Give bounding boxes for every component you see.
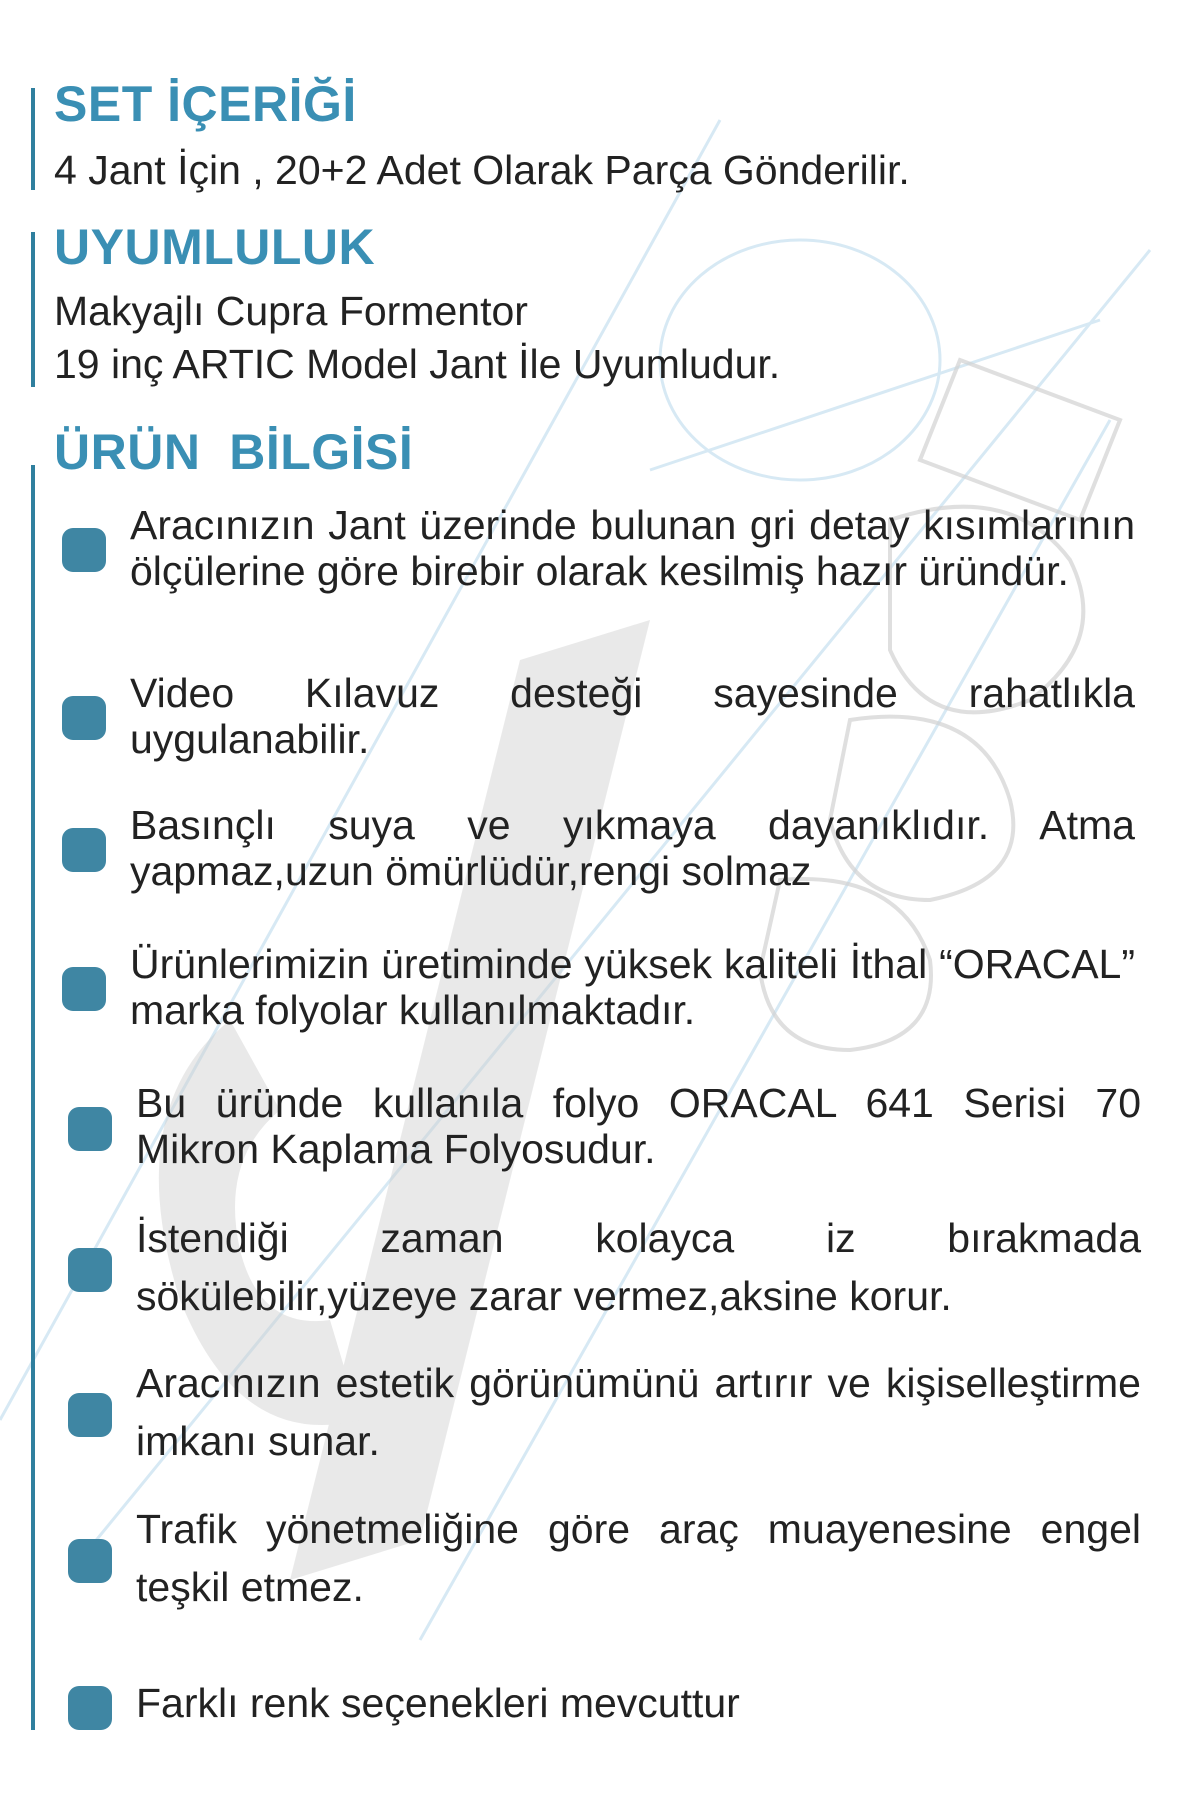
list-item-text: Basınçlı suya ve yıkmaya dayanıklıdır. Atma yapmaz,uzun ömürlüdür,rengi solmaz xyxy=(130,802,1135,894)
section-accent-bar xyxy=(31,465,35,1730)
uyumluluk-line-1: Makyajlı Cupra Formentor xyxy=(54,288,528,334)
uyumluluk-line-2: 19 inç ARTIC Model Jant İle Uyumludur. xyxy=(54,341,781,387)
section-accent-bar xyxy=(31,88,35,190)
list-item-text: Video Kılavuz desteği sayesinde rahatlıkla uygulanabilir. xyxy=(130,670,1135,762)
urun-bilgisi-heading: ÜRÜN BİLGİSİ xyxy=(54,424,414,480)
list-item-text: Farklı renk seçenekleri mevcuttur xyxy=(136,1680,740,1726)
bullet-icon xyxy=(62,696,106,740)
bullet-icon xyxy=(68,1248,112,1292)
list-item-text: Bu üründe kullanıla folyo ORACAL 641 Serisi 70 Mikron Kaplama Folyosudur. xyxy=(136,1080,1141,1172)
bullet-icon xyxy=(68,1686,112,1730)
list-item-text: Ürünlerimizin üretiminde yüksek kaliteli İthal “ORACAL” marka folyolar kullanılmaktadır. xyxy=(130,941,1135,1033)
list-item-text: İstendiği zaman kolayca iz bırakmada sökülebilir,yüzeye zarar vermez,aksine korur. xyxy=(136,1215,1141,1319)
bullet-icon xyxy=(62,528,106,572)
set-icerigi-text: 4 Jant İçin , 20+2 Adet Olarak Parça Gönderilir. xyxy=(54,147,910,193)
section-accent-bar xyxy=(31,232,35,387)
bullet-icon xyxy=(62,828,106,872)
list-item-text: Trafik yönetmeliğine göre araç muayenesine engel teşkil etmez. xyxy=(136,1506,1141,1610)
uyumluluk-heading: UYUMLULUK xyxy=(54,219,376,275)
set-icerigi-heading: SET İÇERİĞİ xyxy=(54,76,357,132)
list-item-text: Aracınızın Jant üzerinde bulunan gri detay kısımlarının ölçülerine göre birebir olarak kesilmiş hazır üründür. xyxy=(130,502,1135,594)
bullet-icon xyxy=(68,1539,112,1583)
bullet-icon xyxy=(68,1393,112,1437)
bullet-icon xyxy=(68,1107,112,1151)
bullet-icon xyxy=(62,967,106,1011)
list-item-text: Aracınızın estetik görünümünü artırır ve kişiselleştirme imkanı sunar. xyxy=(136,1360,1141,1464)
